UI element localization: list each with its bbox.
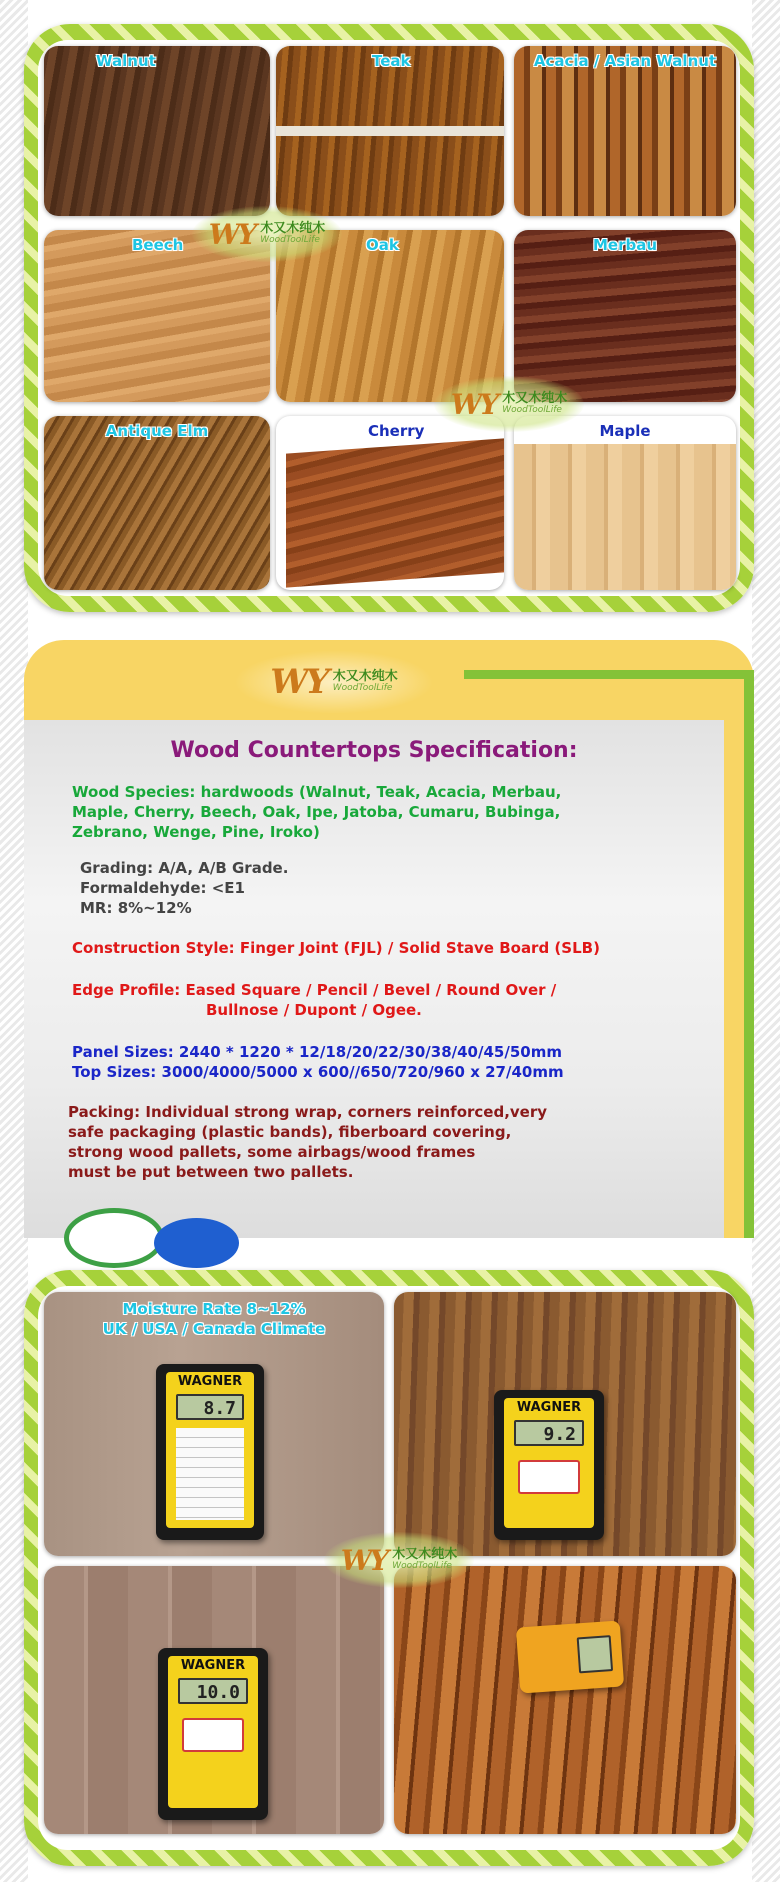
meter-reading-3: 10.0 (178, 1678, 248, 1704)
spec-construction: Construction Style: Finger Joint (FJL) / Solid Stave Board (SLB) (72, 939, 600, 957)
spec-packing-line2: safe packaging (plastic bands), fiberboard covering, (68, 1123, 512, 1141)
spec-green-rule (464, 670, 754, 679)
moisture-gallery-frame (24, 1270, 754, 1866)
logo-chinese-text: 木又木纯木 (260, 220, 326, 236)
meter-handwritten-label (182, 1718, 244, 1752)
walnut-wood-image (44, 46, 270, 216)
moisture-tile-3 (44, 1566, 384, 1834)
meter-reading-4 (577, 1635, 613, 1673)
watermark-logo-3 (324, 1532, 474, 1588)
moisture-rate-label: Moisture Rate 8~12% (122, 1300, 306, 1318)
moisture-tile-4 (394, 1566, 736, 1834)
moisture-meter-4 (516, 1620, 624, 1693)
logo-english-text: WoodToolLife (502, 405, 562, 416)
tile-label-teak: Teak (372, 52, 411, 70)
tile-label-cherry: Cherry (368, 422, 425, 440)
meter-handwritten-label (518, 1460, 580, 1494)
tile-label-beech: Beech (132, 236, 184, 254)
logo-english-text: WoodToolLife (260, 235, 320, 246)
maple-wood-image (514, 444, 736, 590)
tile-label-oak: Oak (366, 236, 399, 254)
logo-chinese-text: 木又木纯木 (332, 668, 398, 684)
measuring-tape (276, 126, 504, 136)
antique-elm-wood-image (44, 416, 270, 590)
logo-chinese-text: 木又木纯木 (502, 390, 568, 406)
spec-top-sizes: Top Sizes: 3000/4000/5000 x 600//650/720/960 x 27/40mm (72, 1063, 564, 1081)
spec-edge-line2: Bullnose / Dupont / Ogee. (206, 1001, 422, 1019)
spec-species-line3: Zebrano, Wenge, Pine, Iroko) (72, 823, 320, 841)
spec-formaldehyde: Formaldehyde: <E1 (80, 879, 245, 897)
acacia-wood-image (514, 46, 736, 216)
logo-english-text: WoodToolLife (332, 683, 393, 694)
species-gallery-frame (24, 24, 754, 612)
meter-brand: WAGNER (177, 1374, 243, 1389)
spec-title: Wood Countertops Specification: (170, 738, 578, 763)
tile-label-acacia: Acacia / Asian Walnut (533, 52, 717, 70)
tile-walnut (44, 46, 270, 216)
watermark-logo-2 (434, 376, 584, 432)
spec-packing-line4: must be put between two pallets. (68, 1163, 354, 1181)
decor-circle-green (64, 1208, 164, 1268)
moisture-tile-1 (44, 1292, 384, 1556)
meter-reading-2: 9.2 (514, 1420, 584, 1446)
spec-panel-sizes: Panel Sizes: 2440 * 1220 * 12/18/20/22/30/38/40/45/50mm (72, 1043, 562, 1061)
wood-background-4 (394, 1566, 736, 1834)
logo-mark: WY (270, 662, 327, 702)
meter-label-paper (176, 1428, 244, 1520)
spec-species-line2: Maple, Cherry, Beech, Oak, Ipe, Jatoba, Cumaru, Bubinga, (72, 803, 561, 821)
spec-logo (234, 650, 434, 714)
meter-brand: WAGNER (516, 1400, 582, 1415)
decor-circle-blue (154, 1218, 239, 1268)
moisture-meter-2 (494, 1390, 604, 1540)
tile-label-antique-elm: Antique Elm (105, 422, 209, 440)
spec-grading: Grading: A/A, A/B Grade. (80, 859, 289, 877)
tile-label-maple: Maple (599, 422, 651, 440)
tile-label-merbau: Merbau (592, 236, 658, 254)
spec-mr: MR: 8%~12% (80, 899, 192, 917)
spec-edge-line1: Edge Profile: Eased Square / Pencil / Bevel / Round Over / (72, 981, 557, 999)
logo-mark: WY (340, 1543, 387, 1577)
meter-reading-1: 8.7 (176, 1394, 244, 1420)
logo-mark: WY (208, 217, 255, 251)
moisture-meter-3 (158, 1648, 268, 1820)
right-stripe-border (752, 0, 780, 1882)
tile-cherry (276, 416, 504, 590)
spec-green-side (744, 670, 754, 1238)
tile-maple (514, 416, 736, 590)
logo-english-text: WoodToolLife (392, 1561, 452, 1572)
specification-banner (24, 640, 754, 1238)
meter-brand: WAGNER (180, 1658, 246, 1673)
tile-teak (276, 46, 504, 216)
tile-antique-elm (44, 416, 270, 590)
moisture-meter-1 (156, 1364, 264, 1540)
cherry-wood-image (286, 438, 504, 587)
logo-chinese-text: 木又木纯木 (392, 1546, 458, 1562)
tile-merbau (514, 230, 736, 402)
moisture-tile-2 (394, 1292, 736, 1556)
watermark-logo (192, 206, 342, 262)
merbau-wood-image (514, 230, 736, 402)
tile-acacia (514, 46, 736, 216)
spec-packing-line3: strong wood pallets, some airbags/wood frames (68, 1143, 476, 1161)
spec-species-line1: Wood Species: hardwoods (Walnut, Teak, Acacia, Merbau, (72, 783, 562, 801)
logo-mark: WY (450, 387, 497, 421)
spec-packing-line1: Packing: Individual strong wrap, corners reinforced,very (68, 1103, 548, 1121)
climate-label: UK / USA / Canada Climate (102, 1320, 326, 1338)
tile-label-walnut: Walnut (96, 52, 156, 70)
